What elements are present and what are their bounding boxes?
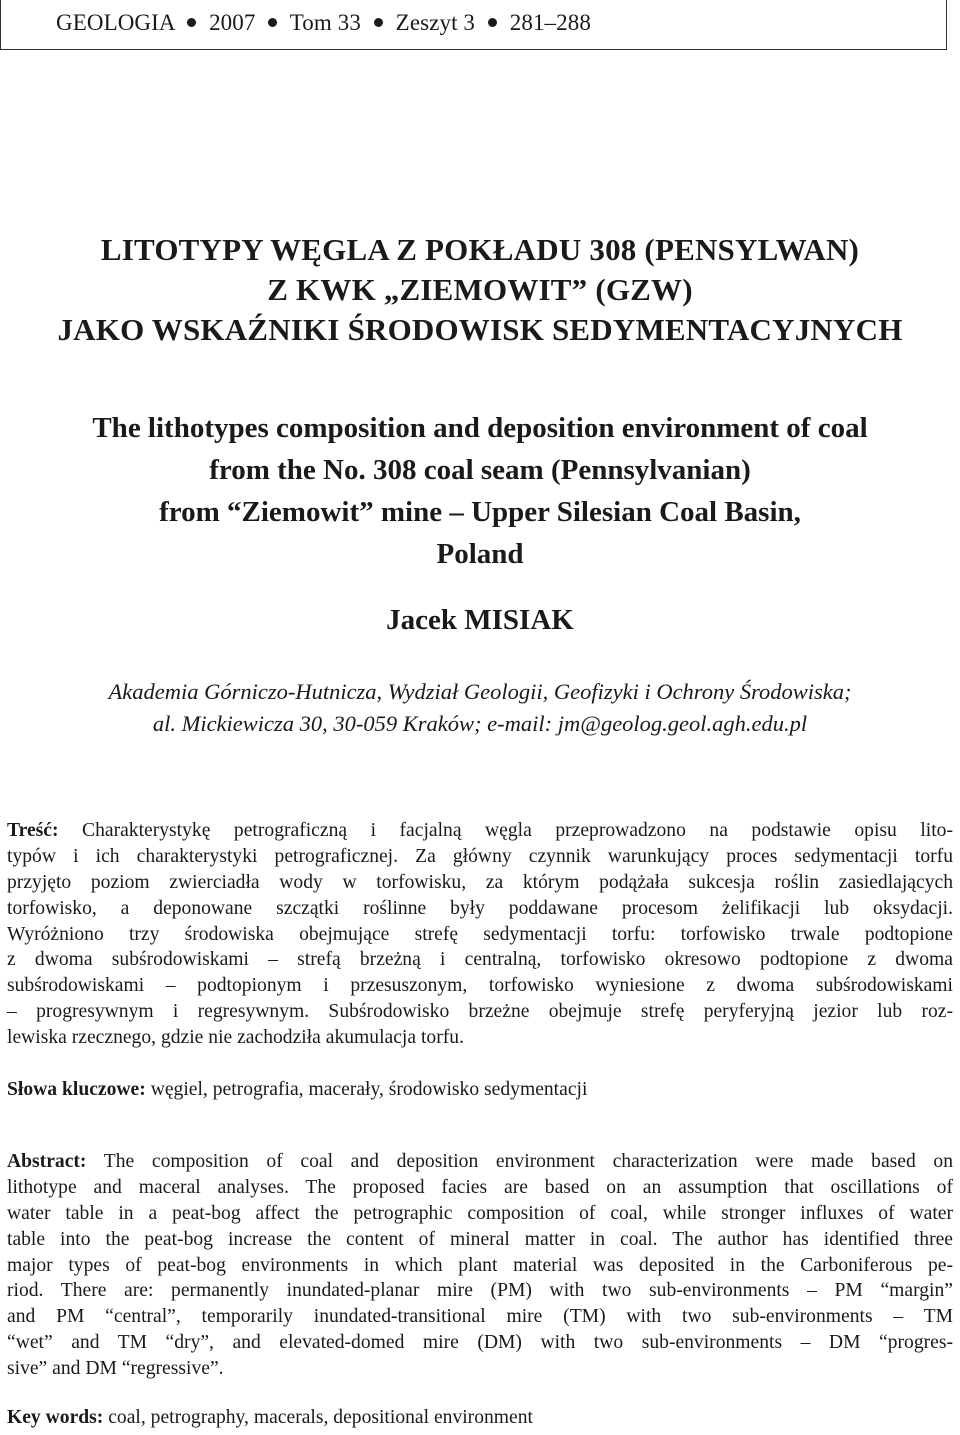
abstract-line: typów i ich charakterystyki petrograficznej. Za główny czynnik warunkujący proces sedymentacji torfu bbox=[7, 845, 953, 867]
keywords-label: Key words: bbox=[7, 1407, 104, 1428]
polish-keywords bbox=[7, 1079, 587, 1101]
journal-issue: Zeszyt 3 bbox=[395, 10, 476, 35]
abstract-line: major types of peat-bog environments in which plant material was deposited in the Carboniferous pe- bbox=[7, 1254, 953, 1276]
english-keywords bbox=[7, 1407, 533, 1429]
english-title-line: Poland bbox=[436, 538, 524, 570]
abstract-line: – progresywnym i regresywnym. Subśrodowisko brzeżne obejmuje strefę peryferyjną jezior lub roz- bbox=[7, 1001, 953, 1023]
abstract-line: sive” and DM “regressive”. bbox=[7, 1358, 224, 1380]
bullet-icon bbox=[488, 18, 497, 27]
abstract-line: Abstract: The composition of coal and deposition environment characterization were made based on bbox=[7, 1151, 954, 1172]
english-title-line: from “Ziemowit” mine – Upper Silesian Coal Basin, bbox=[159, 496, 801, 528]
journal-header bbox=[0, 0, 947, 50]
abstract-line: z dwoma subśrodowiskami – strefą brzeżną i centralną, torfowisko okresowo podtopione z dwoma bbox=[7, 949, 953, 971]
english-title-line: The lithotypes composition and deposition environment of coal bbox=[92, 412, 868, 444]
bullet-icon bbox=[187, 18, 196, 27]
english-abstract bbox=[7, 1149, 953, 1382]
abstract-line: and PM “central”, temporarily inundated-transitional mire (TM) with two sub-environments – TM bbox=[7, 1306, 953, 1328]
english-title bbox=[0, 407, 960, 575]
abstract-label: Abstract: bbox=[7, 1151, 87, 1172]
abstract-line: lewiska rzecznego, gdzie nie zachodziła akumulacja torfu. bbox=[7, 1027, 464, 1049]
abstract-line: Wyróżniono trzy środowiska obejmujące strefę sedymentacji torfu: torfowisko trwale podtopione bbox=[7, 923, 953, 945]
abstract-line: “wet” and TM “dry”, and elevated-domed mire (DM) with two sub-environments – DM “progres- bbox=[7, 1332, 953, 1354]
abstract-line: przyjęto poziom zwierciadła wody w torfowisku, za którym podążała sukcesja roślin zasiedlających bbox=[7, 871, 953, 893]
journal-citation bbox=[56, 10, 591, 36]
abstract-line: riod. There are: permanently inundated-planar mire (PM) with two sub-environments – PM “margin” bbox=[7, 1280, 953, 1302]
affiliation-line: Akademia Górniczo-Hutnicza, Wydział Geologii, Geofizyki i Ochrony Środowiska; bbox=[108, 679, 852, 704]
abstract-line: Treść: Charakterystykę petrograficzną i facjalną węgla przeprowadzono na podstawie opisu lito- bbox=[7, 820, 953, 841]
bullet-icon bbox=[268, 18, 277, 27]
journal-volume: Tom 33 bbox=[289, 10, 361, 35]
keywords-text: coal, petrography, macerals, depositional environment bbox=[108, 1407, 533, 1428]
journal-pages: 281–288 bbox=[509, 10, 591, 35]
affiliation-line: al. Mickiewicza 30, 30-059 Kraków; e-mail: jm@geolog.geol.agh.edu.pl bbox=[152, 711, 808, 736]
abstract-line: water table in a peat-bog affect the petrographic composition of coal, while stronger influxes of water bbox=[7, 1202, 953, 1224]
polish-abstract bbox=[7, 818, 953, 1051]
polish-title-line: Z KWK „ZIEMOWIT” (GZW) bbox=[267, 272, 693, 307]
polish-title-line: JAKO WSKAŹNIKI ŚRODOWISK SEDYMENTACYJNYCH bbox=[57, 312, 903, 347]
journal-name: GEOLOGIA bbox=[56, 10, 175, 35]
abstract-line: lithotype and maceral analyses. The proposed facies are based on an assumption that oscillations of bbox=[7, 1176, 953, 1198]
abstract-line: subśrodowiskami – podtopionym i przesuszonym, torfowisko wyniesione z dwoma subśrodowiskami bbox=[7, 975, 953, 997]
tresc-label: Treść: bbox=[7, 820, 59, 841]
polish-title bbox=[0, 230, 960, 350]
polish-title-line: LITOTYPY WĘGLA Z POKŁADU 308 (PENSYLWAN) bbox=[100, 232, 860, 267]
journal-year: 2007 bbox=[209, 10, 256, 35]
abstract-line: torfowisko, a deponowane szczątki roślinne były poddawane procesom żelifikacji lub oksydacji. bbox=[7, 897, 953, 919]
abstract-line: table into the peat-bog increase the content of mineral matter in coal. The author has identified three bbox=[7, 1228, 953, 1250]
keywords-label: Słowa kluczowe: bbox=[7, 1079, 146, 1100]
author-name: Jacek MISIAK bbox=[386, 604, 574, 636]
keywords-text: węgiel, petrografia, macerały, środowisko sedymentacji bbox=[150, 1079, 588, 1100]
author-affiliation bbox=[0, 676, 960, 740]
english-title-line: from the No. 308 coal seam (Pennsylvanian) bbox=[209, 454, 751, 486]
bullet-icon bbox=[374, 18, 383, 27]
